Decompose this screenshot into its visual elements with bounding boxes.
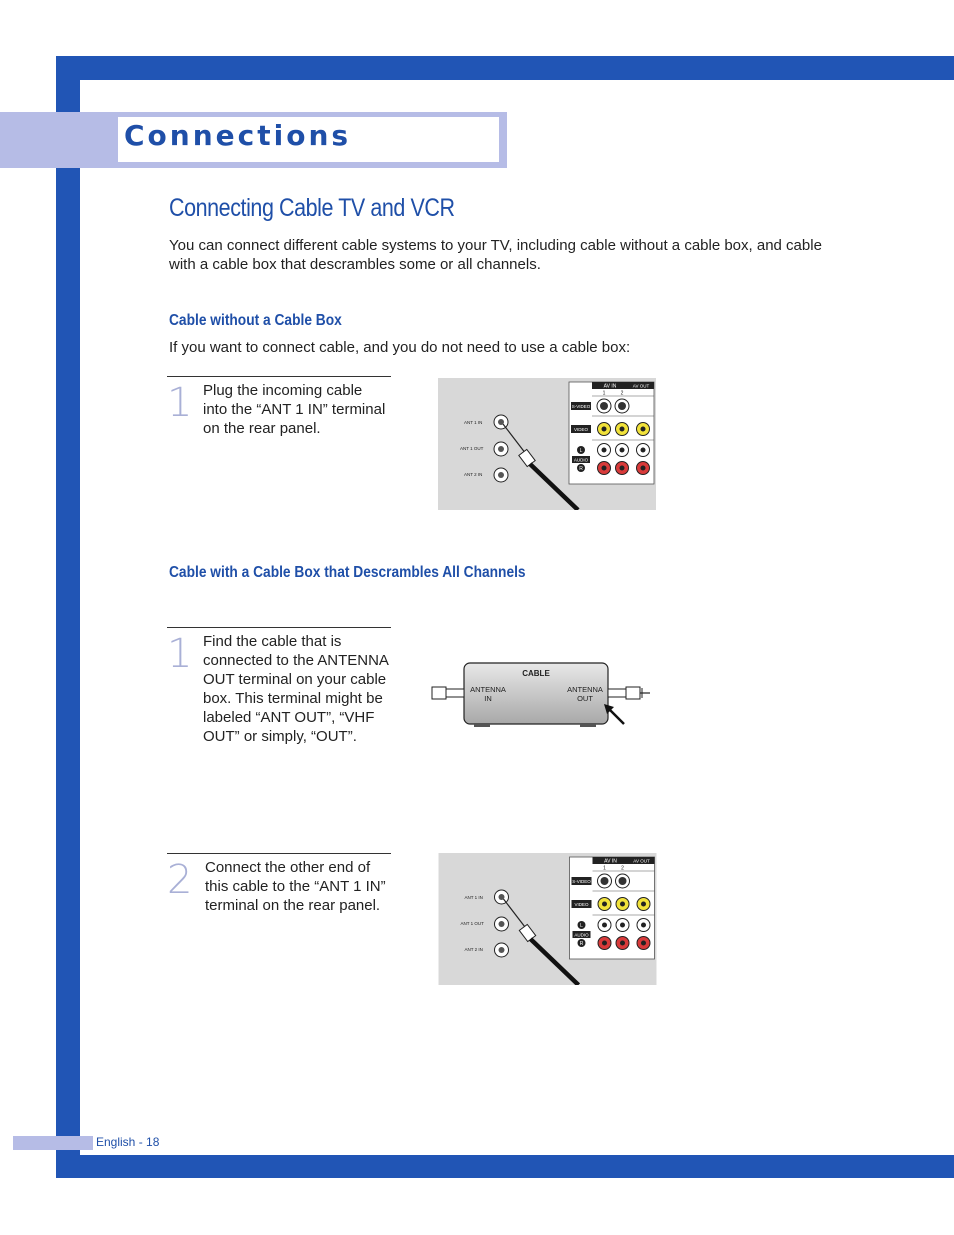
svg-text:ANT 1 IN: ANT 1 IN bbox=[464, 420, 483, 425]
page-frame-left bbox=[56, 56, 80, 1178]
rear-panel-figure-1 bbox=[438, 378, 656, 515]
svg-text:OUT: OUT bbox=[577, 694, 593, 703]
svg-text:2: 2 bbox=[620, 390, 624, 397]
svg-text:AV IN: AV IN bbox=[604, 858, 617, 865]
svg-text:1: 1 bbox=[603, 865, 606, 872]
step-number: 1 bbox=[167, 631, 193, 677]
svg-text:1: 1 bbox=[602, 390, 606, 397]
svg-text:VIDEO: VIDEO bbox=[573, 427, 589, 432]
svg-text:ANT 2 IN: ANT 2 IN bbox=[464, 947, 483, 952]
svg-text:ANT 1 OUT: ANT 1 OUT bbox=[460, 446, 484, 451]
svg-text:L: L bbox=[580, 923, 583, 929]
svg-text:AUDIO: AUDIO bbox=[574, 932, 589, 938]
step-number: 1 bbox=[167, 380, 193, 426]
subsection-text-without-box: If you want to connect cable, and you do not need to use a cable box: bbox=[169, 339, 631, 356]
svg-text:2: 2 bbox=[621, 865, 624, 872]
subsection-heading-without-box: Cable without a Cable Box bbox=[169, 312, 342, 329]
page-frame-top bbox=[56, 56, 954, 80]
footer-tab bbox=[13, 1136, 93, 1150]
rear-panel-figure-2 bbox=[438, 853, 657, 990]
svg-text:VIDEO: VIDEO bbox=[574, 902, 589, 907]
svg-text:R: R bbox=[579, 941, 584, 947]
step-with-box-2 bbox=[167, 853, 391, 944]
page-frame-bottom bbox=[56, 1155, 954, 1178]
svg-text:L: L bbox=[579, 448, 583, 454]
subsection-heading-with-box: Cable with a Cable Box that Descrambles All Channels bbox=[169, 564, 526, 581]
svg-text:AUDIO: AUDIO bbox=[573, 457, 589, 463]
cable-box-figure bbox=[430, 656, 655, 741]
step-text: Find the cable that is connected to the ANTENNA OUT terminal on your cable box. This terminal might be labeled “ANT OUT”, “VHF OUT” or simply, “OUT”. bbox=[203, 633, 389, 745]
svg-text:CABLE: CABLE bbox=[522, 669, 550, 678]
step-with-box-1 bbox=[167, 627, 391, 768]
svg-text:ANT 2 IN: ANT 2 IN bbox=[464, 472, 483, 477]
svg-text:S-VIDEO: S-VIDEO bbox=[571, 404, 591, 409]
svg-text:AV OUT: AV OUT bbox=[632, 383, 650, 389]
svg-text:S-VIDEO: S-VIDEO bbox=[572, 879, 591, 884]
svg-text:ANT 1 IN: ANT 1 IN bbox=[464, 895, 483, 900]
step-text: Plug the incoming cable into the “ANT 1 IN” terminal on the rear panel. bbox=[203, 382, 386, 437]
svg-text:ANTENNA: ANTENNA bbox=[567, 685, 603, 694]
section-title: Connecting Cable TV and VCR bbox=[169, 194, 455, 222]
svg-text:R: R bbox=[579, 466, 583, 472]
svg-text:IN: IN bbox=[484, 694, 492, 703]
svg-text:ANT 1 OUT: ANT 1 OUT bbox=[460, 921, 484, 926]
section-intro: You can connect different cable systems to your TV, including cable without a cable box, and cable with a cable box that descrambles some or all channels. bbox=[169, 237, 822, 273]
page-number: English - 18 bbox=[96, 1135, 160, 1149]
step-without-box-1 bbox=[167, 376, 391, 447]
svg-text:AV IN: AV IN bbox=[603, 383, 617, 390]
chapter-title: Connections bbox=[124, 119, 352, 152]
step-text: Connect the other end of this cable to the “ANT 1 IN” terminal on the rear panel. bbox=[205, 859, 386, 914]
svg-text:AV OUT: AV OUT bbox=[633, 858, 650, 864]
step-number: 2 bbox=[167, 857, 193, 903]
svg-text:ANTENNA: ANTENNA bbox=[470, 685, 506, 694]
